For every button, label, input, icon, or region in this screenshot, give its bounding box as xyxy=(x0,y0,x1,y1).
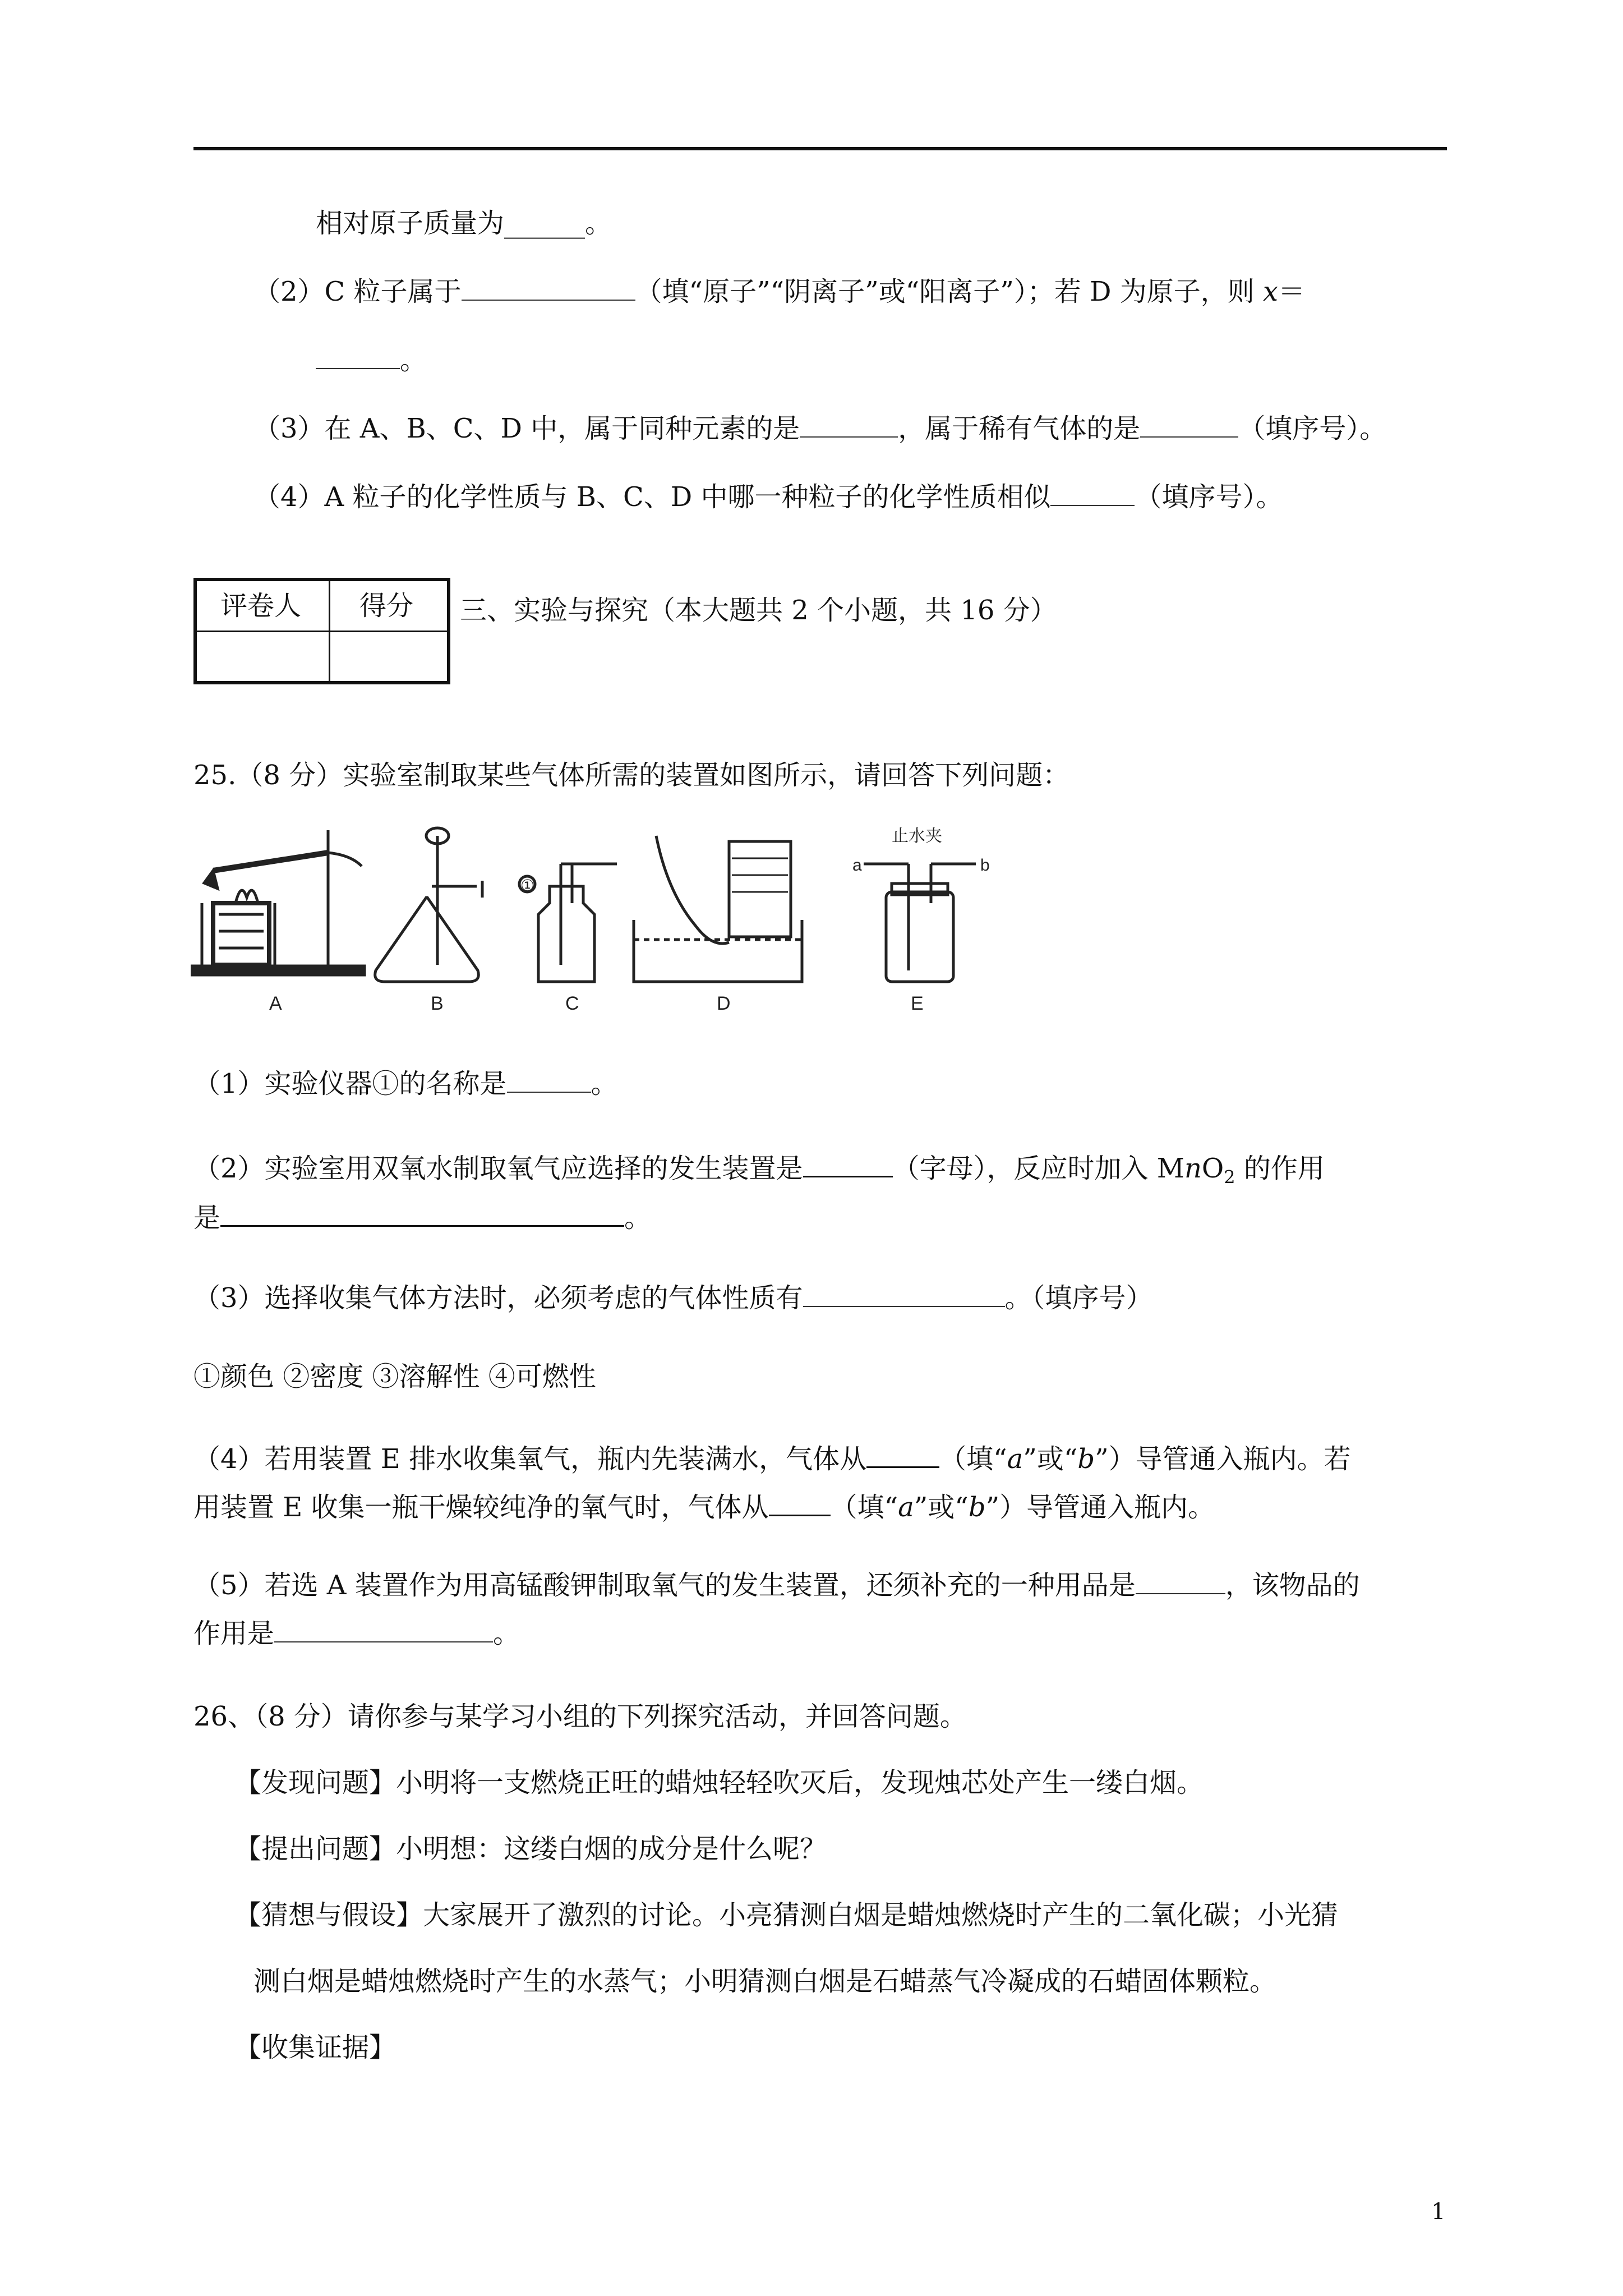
answer-blank[interactable] xyxy=(1050,480,1135,506)
q24-atomic-mass-line: 相对原子质量为______。 xyxy=(316,208,612,239)
q26-find: 【发现问题】小明将一支燃烧正旺的蜡烛轻轻吹灭后，发现烛芯处产生一缕白烟。 xyxy=(234,1767,1204,1798)
label-a: A xyxy=(269,993,282,1014)
label-port-b: b xyxy=(980,856,990,875)
label-e: E xyxy=(911,993,924,1014)
answer-blank[interactable] xyxy=(769,1490,831,1516)
answer-blank[interactable] xyxy=(507,1067,591,1093)
q25-options: ①颜色 ②密度 ③溶解性 ④可燃性 xyxy=(193,1361,596,1392)
q25-part5-cont: 作用是 。 xyxy=(193,1618,520,1649)
apparatus-figure xyxy=(191,819,1032,1021)
page-number: 1 xyxy=(1431,2199,1446,2225)
score-header: 得分 xyxy=(359,590,414,622)
label-clamp: 止水夹 xyxy=(892,827,942,845)
q26-ask: 【提出问题】小明想：这缕白烟的成分是什么呢？ xyxy=(234,1833,827,1865)
q24-part2: （2）C 粒子属于 （填“原子”“阴离子”或“阳离子”）；若 D 为原子，则 x＝ xyxy=(253,276,1306,307)
answer-blank[interactable] xyxy=(1136,1568,1225,1594)
q25-part4: （4）若用装置 E 排水收集氧气，瓶内先装满水，气体从 （填“a”或“b”）导管通入瓶内。若 xyxy=(193,1442,1351,1476)
q25-part3: （3）选择收集气体方法时，必须考虑的气体性质有 。（填序号） xyxy=(193,1282,1153,1314)
answer-blank[interactable] xyxy=(220,1200,624,1227)
q25-part5: （5）若选 A 装置作为用高锰酸钾制取氧气的发生装置，还须补充的一种用品是 ，该物品的 xyxy=(193,1570,1360,1601)
q25-part2-cont: 是 。 xyxy=(193,1200,651,1235)
q25-part1: （1）实验仪器①的名称是 。 xyxy=(193,1068,618,1099)
apparatus-b xyxy=(375,828,482,982)
answer-blank[interactable] xyxy=(316,343,400,369)
q25-part2: （2）实验室用双氧水制取氧气应选择的发生装置是 （字母），反应时加入 MnO$_2$ 的作用 xyxy=(193,1151,1325,1194)
header-rule xyxy=(193,147,1447,150)
answer-blank[interactable] xyxy=(1140,412,1238,438)
answer-blank[interactable] xyxy=(803,1151,893,1177)
section-title: 三、实验与探究（本大题共 2 个小题，共 16 分） xyxy=(460,595,1057,626)
score-table xyxy=(193,578,450,684)
answer-blank[interactable] xyxy=(800,412,898,438)
q24-part2-cont: 。 xyxy=(316,343,427,377)
q25-part4-cont: 用装置 E 收集一瓶干燥较纯净的氧气时，气体从 （填“a”或“b”）导管通入瓶内。 xyxy=(193,1490,1215,1524)
apparatus-e xyxy=(864,864,976,982)
answer-blank[interactable] xyxy=(866,1442,939,1468)
q24-part3: （3）在 A、B、C、D 中，属于同种元素的是 ，属于稀有气体的是 （填序号）。 xyxy=(253,413,1387,444)
answer-blank[interactable] xyxy=(803,1281,1005,1307)
grader-header: 评卷人 xyxy=(220,590,302,622)
answer-blank[interactable] xyxy=(274,1617,493,1642)
table-divider xyxy=(197,631,447,632)
apparatus-d xyxy=(634,836,802,982)
q26-guess: 【猜想与假设】大家展开了激烈的讨论。小亮猜测白烟是蜡烛燃烧时产生的二氧化碳；小光猜 xyxy=(234,1899,1339,1931)
answer-blank[interactable] xyxy=(462,275,635,301)
label-circled-one: ① xyxy=(520,877,535,894)
label-d: D xyxy=(717,993,731,1014)
q25-stem: 25.（8 分）实验室制取某些气体所需的装置如图所示，请回答下列问题： xyxy=(193,760,1070,791)
label-port-a: a xyxy=(852,856,862,875)
q26-stem: 26、（8 分）请你参与某学习小组的下列探究活动，并回答问题。 xyxy=(193,1701,967,1732)
q24-part4: （4）A 粒子的化学性质与 B、C、D 中哪一种粒子的化学性质相似 （填序号）。 xyxy=(253,481,1283,513)
q26-guess-cont: 测白烟是蜡烛燃烧时产生的水蒸气；小明猜测白烟是石蜡蒸气冷凝成的石蜡固体颗粒。 xyxy=(253,1966,1277,1997)
q26-collect: 【收集证据】 xyxy=(234,2032,396,2063)
label-c: C xyxy=(565,993,579,1014)
apparatus-a xyxy=(191,830,365,975)
label-b: B xyxy=(431,993,444,1014)
